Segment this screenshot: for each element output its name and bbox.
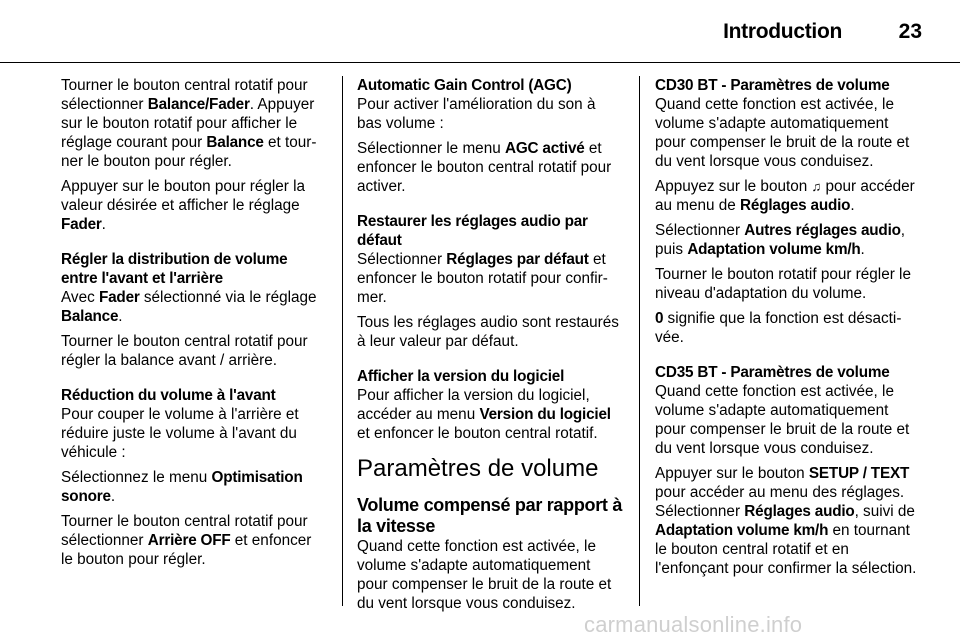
page-title: Introduction [723, 20, 842, 43]
paragraph: Pour activer l'amélioration du son à bas volume : [357, 96, 596, 132]
column-3 [655, 76, 921, 584]
paragraph: Avec Fader sélectionné via le réglage Balance. [61, 289, 317, 325]
paragraph: Appuyer sur le bouton SETUP / TEXT pour accéder au menu des réglages. Sélectionner Réglages audio, suivi de Adaptation volume km/h en tournant le bouton central rotatif et en l'enfonçant pour confirmer la sélection. [655, 465, 917, 577]
column-1 [61, 76, 326, 575]
section-heading-restore: Restaurer les réglages audio par défaut [357, 213, 588, 249]
column-divider-2 [639, 76, 640, 606]
section-heading-version: Afficher la version du logiciel [357, 368, 565, 385]
section-heading-distribution: Régler la distribution de volume entre l'avant et l'arrière [61, 251, 288, 287]
subheading-speed-volume: Volume compensé par rapport à la vitesse [357, 495, 623, 536]
paragraph: Tourner le bouton rotatif pour régler le niveau d'adaptation du volume. [655, 266, 911, 302]
paragraph: Pour afficher la version du logiciel, accéder au menu Version du logiciel et enfoncer le bouton central rotatif. [357, 387, 611, 442]
chapter-heading-volume: Paramètres de volume [357, 455, 599, 482]
paragraph: Sélectionner le menu AGC activé et enfoncer le bouton central rotatif pour activer. [357, 140, 612, 195]
paragraph: Quand cette fonction est activée, le volume s'adapte automatiquement pour compenser le bruit de la route et du vent lorsque vous conduisez. [655, 383, 910, 457]
paragraph: Quand cette fonction est activée, le volume s'adapte automatiquement pour compenser le bruit de la route et du vent lorsque vous conduisez. [655, 96, 910, 170]
header-divider [0, 62, 960, 63]
section-heading-cd35: CD35 BT - Paramètres de volume [655, 364, 890, 381]
section-heading-agc: Automatic Gain Control (AGC) [357, 77, 572, 94]
music-note-icon: ♫ [811, 179, 822, 194]
paragraph: Tourner le bouton central rotatif pour régler la balance avant / arrière. [61, 333, 308, 369]
paragraph: Appuyer sur le bouton pour régler la valeur désirée et afficher le réglage Fader. [61, 178, 306, 233]
paragraph: Sélectionner Autres réglages audio, puis Adaptation volume km/h. [655, 222, 906, 258]
paragraph: Sélectionnez le menu Optimisation sonore. [61, 469, 303, 505]
column-2 [357, 76, 623, 619]
paragraph: Tourner le bouton central rotatif pour sélectionner Arrière OFF et enfoncer le bouton pour régler. [61, 513, 312, 568]
section-heading-cd30: CD30 BT - Paramètres de volume [655, 77, 890, 94]
paragraph: Tourner le bouton central rotatif pour sélectionner Balance/Fader. Appuyer sur le bouton rotatif pour afficher le réglage courant pour Balance et tourner le bouton pour régler. [61, 77, 317, 170]
page-number: 23 [898, 20, 922, 43]
paragraph: Sélectionner Réglages par défaut et enfoncer le bouton rotatif pour confirmer. [357, 251, 608, 306]
paragraph: 0 signifie que la fonction est désactivée. [655, 310, 902, 346]
section-heading-reduction: Réduction du volume à l'avant [61, 387, 276, 404]
paragraph: Appuyez sur le bouton ♫ pour accéder au menu de Réglages audio. [655, 178, 915, 214]
paragraph: Tous les réglages audio sont restaurés à leur valeur par défaut. [357, 314, 619, 350]
page-header [0, 0, 960, 62]
column-divider-1 [342, 76, 343, 606]
paragraph: Pour couper le volume à l'arrière et réduire juste le volume à l'avant du véhicule : [61, 406, 299, 461]
paragraph: Quand cette fonction est activée, le volume s'adapte automatiquement pour compenser le bruit de la route et du vent lorsque vous conduisez. [357, 538, 612, 612]
watermark-link[interactable]: carmanualsonline.info [584, 612, 803, 637]
